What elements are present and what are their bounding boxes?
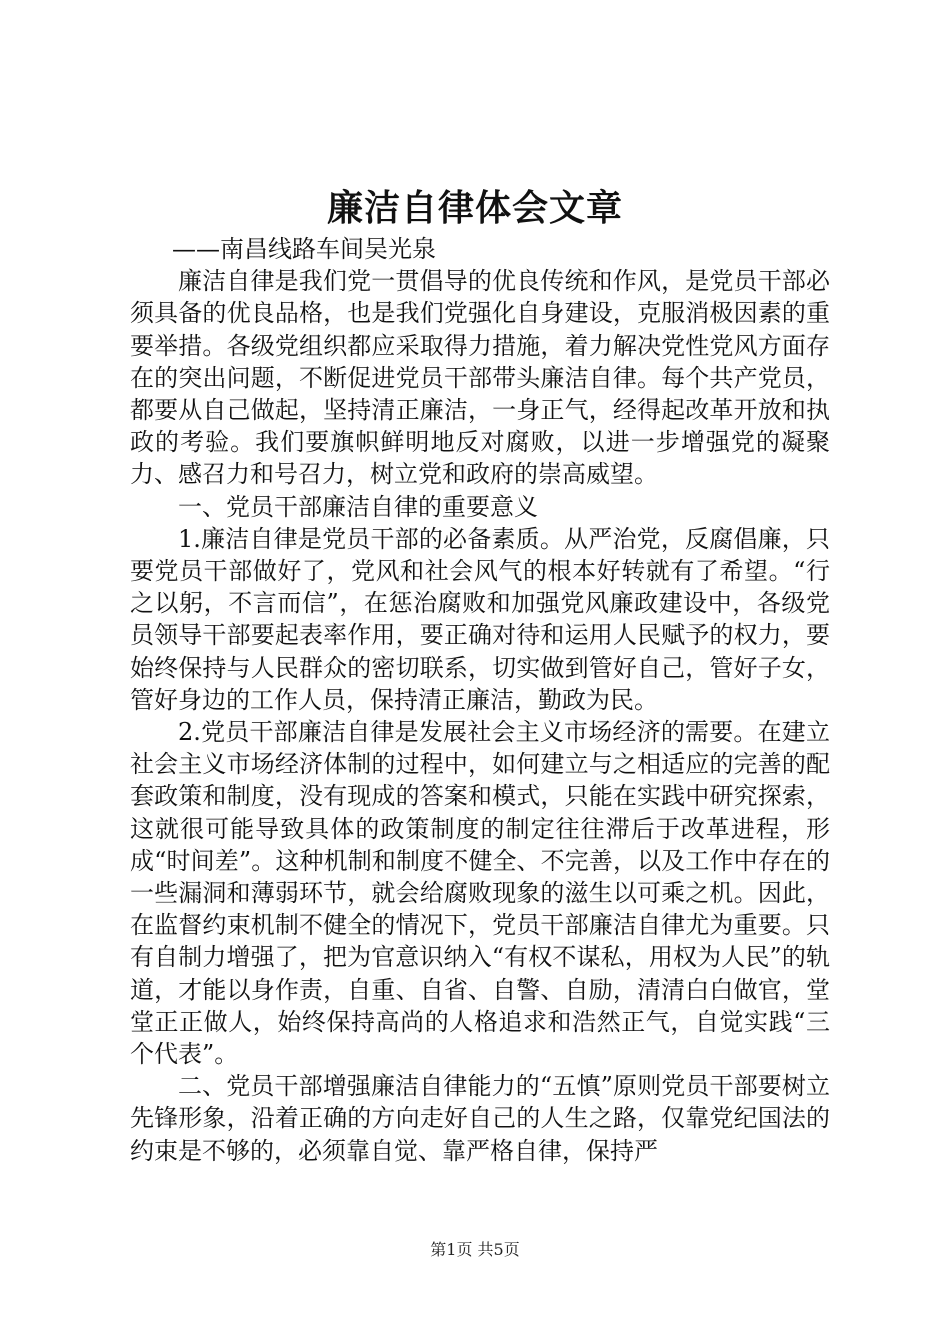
body-paragraph: 二、党员干部增强廉洁自律能力的“五慎”原则党员干部要树立先锋形象，沿着正确的方向走好自己的人生之路，仅靠党纪国法的约束是不够的，必须靠自觉、靠严格自律，保持严 xyxy=(130,1072,830,1165)
document-body xyxy=(130,233,830,1167)
body-paragraph: 廉洁自律是我们党一贯倡导的优良传统和作风，是党员干部必须具备的优良品格，也是我们党强化自身建设，克服消极因素的重要举措。各级党组织都应采取得力措施，着力解决党性党风方面存在的突出问题，不断促进党员干部带头廉洁自律。每个共产党员，都要从自己做起，坚持清正廉洁，一身正气，经得起改革开放和执政的考验。我们要旗帜鲜明地反对腐败，以进一步增强党的凝聚力、感召力和号召力，树立党和政府的崇高威望。 xyxy=(130,267,830,489)
author-byline: ——南昌线路车间吴光泉 xyxy=(172,235,436,263)
body-paragraph: 1.廉洁自律是党员干部的必备素质。从严治党，反腐倡廉，只要党员干部做好了，党风和社会风气的根本好转就有了希望。“行之以躬，不言而信”，在惩治腐败和加强党风廉政建设中，各级党员领导干部要起表率作用，要正确对待和运用人民赋予的权力，要始终保持与人民群众的密切联系，切实做到管好自己，管好子女，管好身边的工作人员，保持清正廉洁，勤政为民。 xyxy=(130,524,830,714)
body-paragraph: 2.党员干部廉洁自律是发展社会主义市场经济的需要。在建立社会主义市场经济体制的过程中，如何建立与之相适应的完善的配套政策和制度，没有现成的答案和模式，只能在实践中研究探索，这就很可能导致具体的政策制度的制定往往滞后于改革进程，形成“时间差”。这种机制和制度不健全、不完善，以及工作中存在的一些漏洞和薄弱环节，就会给腐败现象的滋生以可乘之机。因此，在监督约束机制不健全的情况下，党员干部廉洁自律尤为重要。只有自制力增强了，把为官意识纳入“有权不谋私，用权为人民”的轨道，才能以身作责，自重、自省、自警、自励，清清白白做官，堂堂正正做人，始终保持高尚的人格追求和浩然正气，自觉实践“三个代表”。 xyxy=(130,718,830,1069)
document-title: 廉洁自律体会文章 xyxy=(326,187,623,229)
page-number: 第1页 共5页 xyxy=(430,1240,520,1259)
section-heading: 一、党员干部廉洁自律的重要意义 xyxy=(178,492,538,521)
